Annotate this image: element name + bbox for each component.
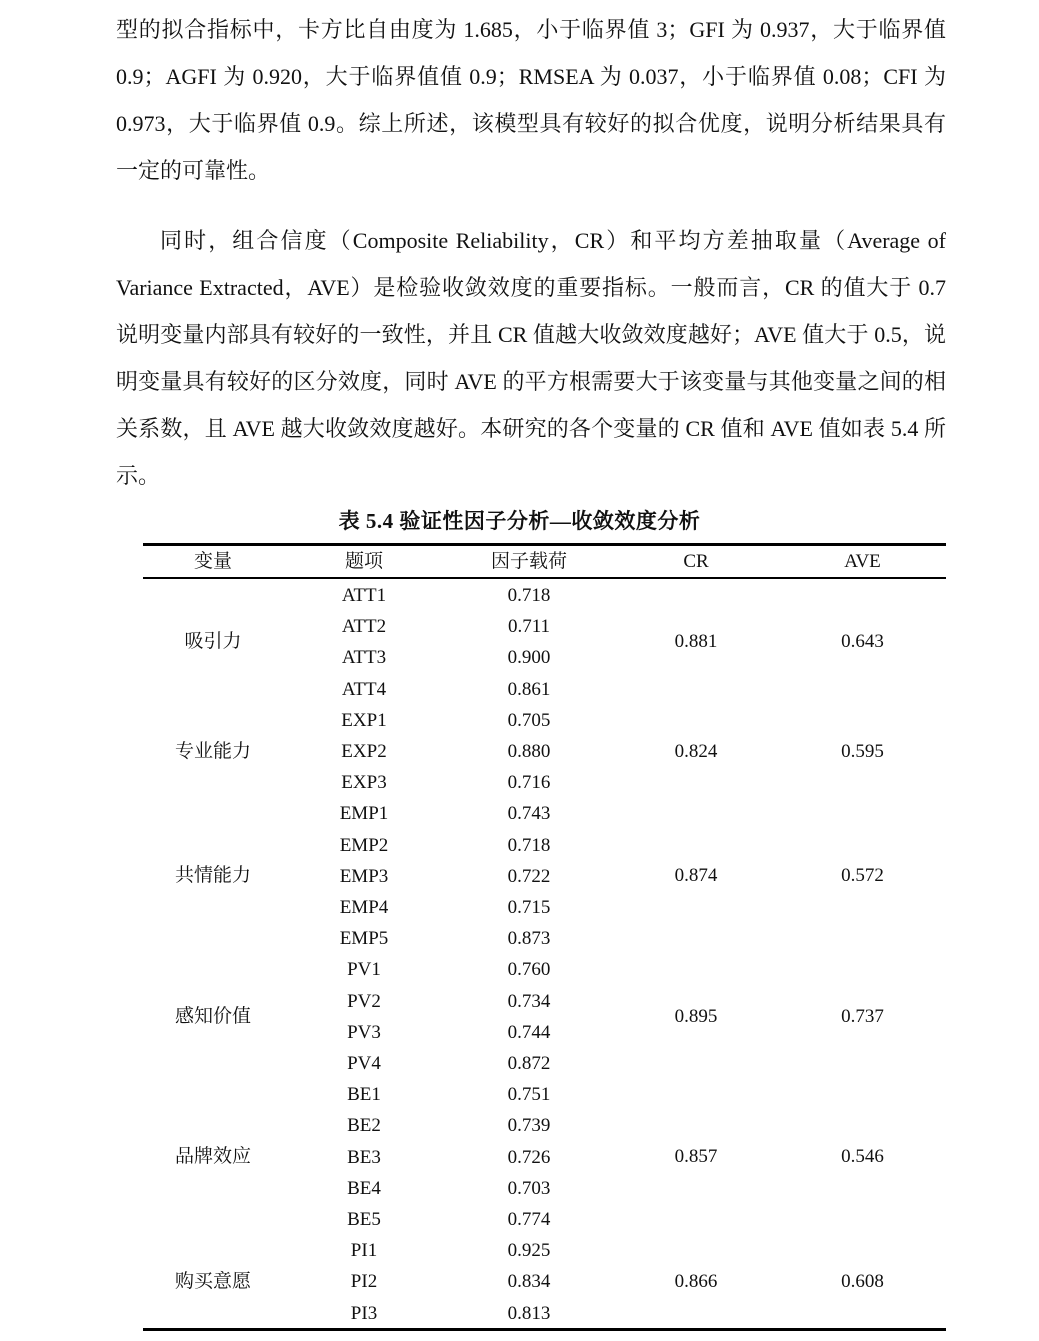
- table-header-rule: [143, 577, 946, 579]
- item-cell: PV1: [347, 959, 381, 981]
- loading-cell: 0.705: [507, 709, 551, 731]
- loading-cell: 0.813: [507, 1302, 551, 1324]
- variable-group: [143, 705, 946, 799]
- item-cell: ATT1: [341, 585, 387, 606]
- loading-cell: 0.726: [507, 1146, 551, 1168]
- item-cell: PI1: [350, 1240, 378, 1262]
- variable-group: [143, 954, 946, 1079]
- loading-cell: 0.861: [507, 678, 551, 700]
- variable-group: [143, 1235, 946, 1329]
- ave-cell: 0.546: [841, 1146, 884, 1168]
- item-cell: PV2: [347, 990, 381, 1012]
- paragraph-fit-indices: 型的拟合指标中，卡方比自由度为 1.685，小于临界值 3；GFI 为 0.937，大于临界值 0.9；AGFI 为 0.920，大于临界值值 0.9；RMSEA 为 0.037，小于临界值 0.08；CFI 为 0.973，大于临界值 0.9。综上所述，该模型具有较好的拟合优度，说明分析结果具有一定的可靠性。: [116, 17, 946, 183]
- table-header-row: [143, 546, 946, 577]
- variable-group: [143, 580, 946, 705]
- ave-cell: 0.595: [841, 740, 884, 762]
- loading-cell: 0.744: [507, 1021, 551, 1043]
- loading-cell: 0.925: [507, 1240, 551, 1262]
- loading-cell: 0.703: [507, 1177, 551, 1199]
- loading-cell: 0.718: [507, 585, 551, 606]
- loading-cell: 0.751: [507, 1084, 551, 1106]
- loading-cell: 0.739: [507, 1115, 551, 1137]
- loading-cell: 0.734: [507, 990, 551, 1012]
- loading-cell: 0.900: [507, 647, 551, 669]
- item-cell: EMP4: [339, 897, 389, 918]
- item-cell: EXP3: [341, 772, 387, 794]
- item-cell: EXP2: [341, 741, 387, 762]
- variable-cell: 购买意愿: [174, 1270, 251, 1292]
- header-item: 题项: [344, 551, 383, 572]
- loading-cell: 0.774: [507, 1209, 551, 1230]
- item-cell: BE2: [347, 1115, 381, 1137]
- variable-cell: 品牌效应: [174, 1146, 251, 1168]
- loading-cell: 0.834: [507, 1271, 551, 1293]
- item-cell: EMP5: [339, 928, 389, 950]
- item-cell: BE5: [347, 1209, 381, 1230]
- loading-cell: 0.872: [507, 1053, 551, 1074]
- table-bottom-rule: [143, 1328, 946, 1331]
- variable-group: [143, 1079, 946, 1235]
- loading-cell: 0.873: [507, 928, 551, 950]
- cr-cell: 0.881: [674, 631, 718, 653]
- item-cell: PI3: [350, 1302, 378, 1324]
- item-cell: BE1: [347, 1084, 381, 1106]
- cr-cell: 0.866: [674, 1270, 718, 1292]
- variable-cell: 专业能力: [174, 740, 251, 762]
- header-loading: 因子载荷: [490, 551, 567, 572]
- header-ave: AVE: [844, 551, 881, 572]
- header-variable: 变量: [193, 551, 232, 572]
- variable-cell: 感知价值: [174, 1005, 251, 1027]
- item-cell: PV3: [347, 1021, 381, 1043]
- cr-cell: 0.824: [674, 740, 718, 762]
- item-cell: PV4: [347, 1053, 381, 1074]
- variable-group: [143, 798, 946, 954]
- loading-cell: 0.880: [507, 741, 551, 762]
- cr-cell: 0.874: [674, 865, 718, 887]
- item-cell: EMP3: [339, 865, 389, 887]
- loading-cell: 0.715: [507, 897, 551, 918]
- header-cr: CR: [683, 551, 709, 572]
- item-cell: ATT4: [341, 678, 387, 700]
- ave-cell: 0.737: [841, 1005, 884, 1027]
- item-cell: PI2: [350, 1271, 378, 1293]
- item-cell: EMP1: [339, 803, 389, 825]
- table-body: [143, 580, 946, 1328]
- loading-cell: 0.716: [507, 772, 551, 794]
- variable-cell: 共情能力: [174, 865, 251, 887]
- ave-cell: 0.572: [841, 865, 884, 887]
- item-cell: BE4: [347, 1177, 381, 1199]
- item-cell: ATT3: [341, 647, 387, 669]
- item-cell: BE3: [347, 1146, 381, 1168]
- variable-cell: 吸引力: [184, 631, 242, 653]
- item-cell: ATT2: [341, 616, 387, 638]
- ave-cell: 0.608: [841, 1270, 884, 1292]
- loading-cell: 0.718: [507, 834, 551, 856]
- item-cell: EMP2: [339, 834, 389, 856]
- loading-cell: 0.722: [507, 865, 551, 887]
- cr-cell: 0.895: [674, 1005, 718, 1027]
- cr-cell: 0.857: [674, 1146, 718, 1168]
- loading-cell: 0.743: [507, 803, 551, 825]
- item-cell: EXP1: [341, 709, 387, 731]
- ave-cell: 0.643: [841, 631, 884, 653]
- loading-cell: 0.711: [507, 616, 551, 638]
- table-caption: 表 5.4 验证性因子分析—收敛效度分析: [338, 509, 701, 533]
- loading-cell: 0.760: [507, 959, 551, 981]
- paragraph-cr-ave: 同时，组合信度（Composite Reliability，CR）和平均方差抽取量（Average of Variance Extracted，AVE）是检验收敛效度的重要指标。一般而言，CR 的值大于 0.7 说明变量内部具有较好的一致性，并且 CR 值越大收敛效度越好；AVE 值大于 0.5，说明变量具有较好的区分效度，同时 AVE 的平方根需要大于该变量与其他变量之间的相关系数，且 AVE 越大收敛效度越好。本研究的各个变量的 CR 值和 AVE 值如表 5.4 所示。: [116, 228, 946, 488]
